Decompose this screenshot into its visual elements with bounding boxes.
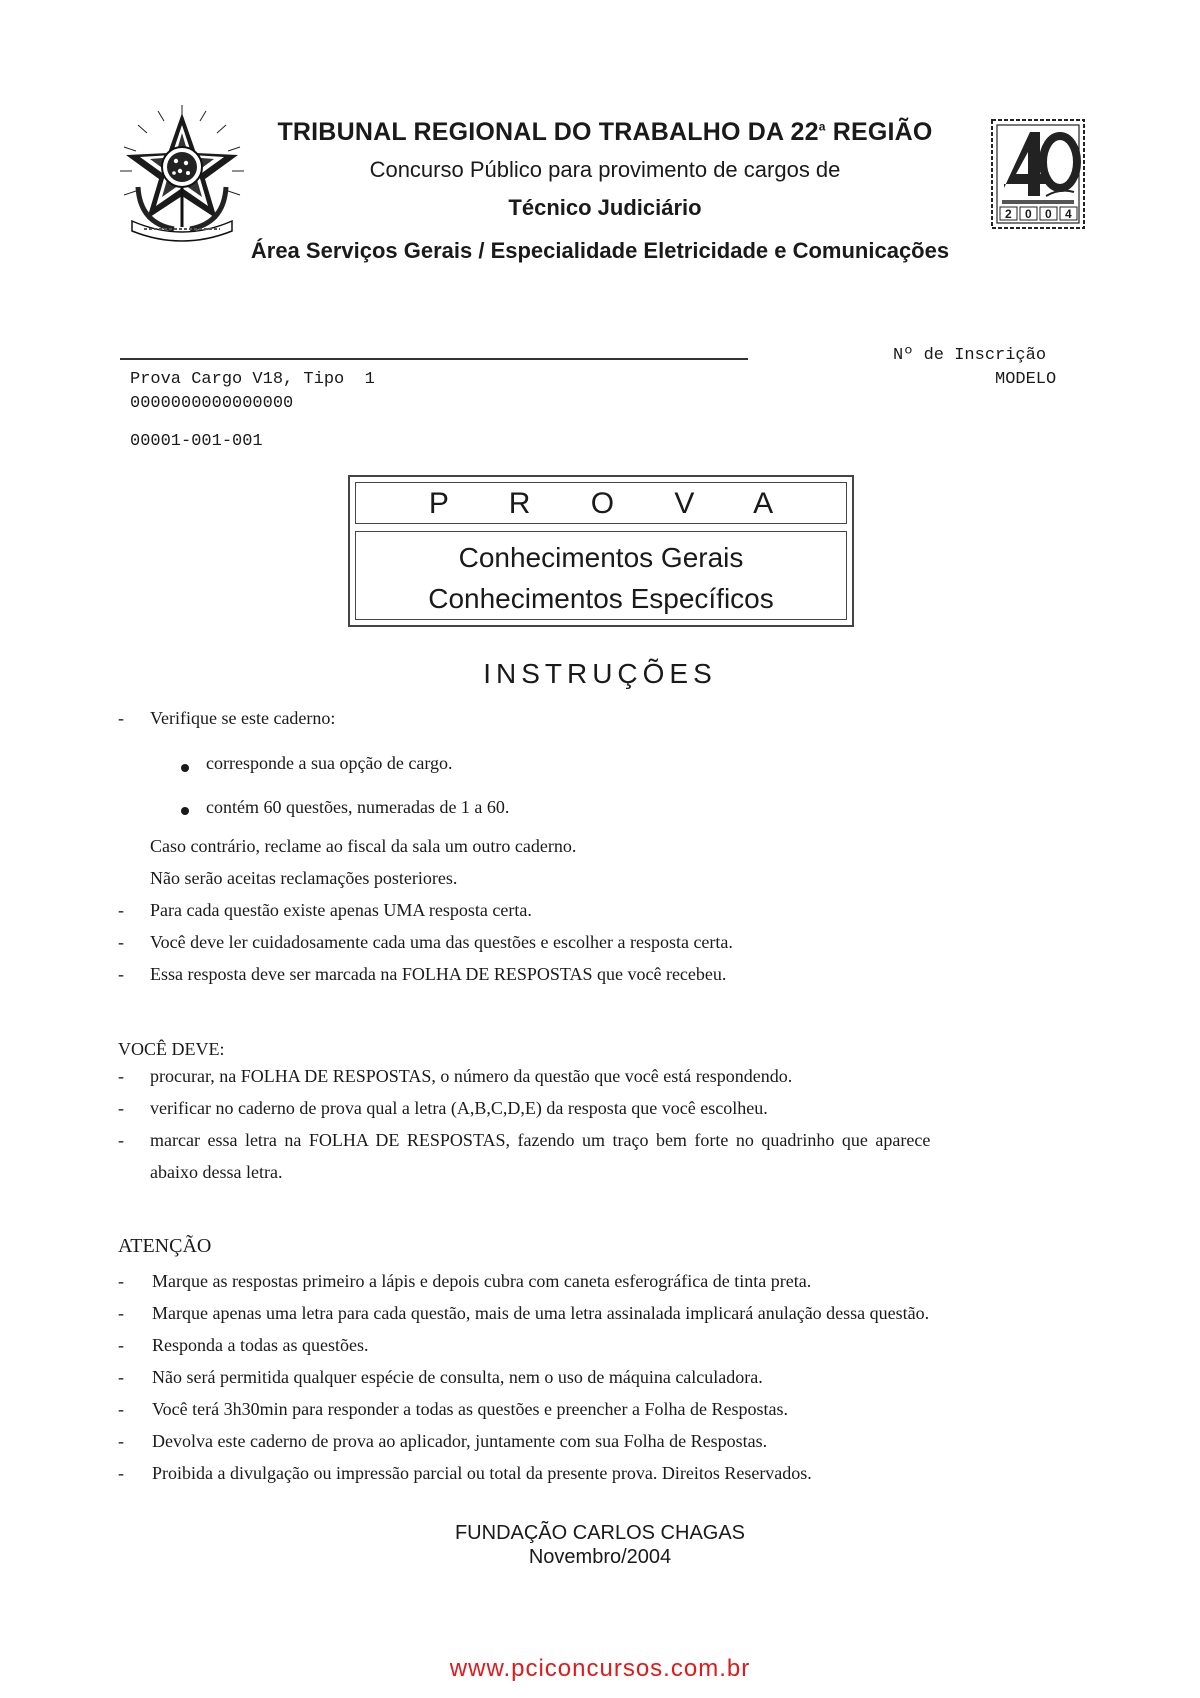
inscricao-label: Nº de Inscrição: [893, 346, 1047, 365]
name-signature-line: [120, 358, 748, 360]
code-line-2: 00001-001-001: [130, 432, 263, 451]
badge-digit: 0: [1045, 207, 1052, 221]
list-item: contém 60 questões, numeradas de 1 a 60.: [206, 797, 510, 817]
list-item: procurar, na FOLHA DE RESPOSTAS, o número da questão que você está respondendo.: [150, 1066, 793, 1086]
list-dash: -: [118, 932, 124, 952]
title-end: REGIÃO: [825, 118, 933, 146]
list-dash: -: [118, 964, 124, 984]
list-item: Não serão aceitas reclamações posteriores.: [150, 868, 458, 888]
exam-date: Novembro/2004: [528, 1546, 672, 1568]
list-dash: -: [118, 900, 124, 920]
list-dash: -: [118, 1303, 124, 1323]
modelo-label: MODELO: [995, 370, 1057, 389]
area-title: Área Serviços Gerais / Especialidade Eletricidade e Comunicações: [250, 238, 950, 263]
list-item: Você terá 3h30min para responder a todas as questões e preencher a Folha de Respostas.: [152, 1399, 788, 1419]
cargo-title: Técnico Judiciário: [508, 195, 702, 220]
list-item: Essa resposta deve ser marcada na FOLHA DE RESPOSTAS que você recebeu.: [150, 964, 727, 984]
tribunal-title: [200, 118, 1010, 147]
list-item: Responda a todas as questões.: [152, 1335, 369, 1355]
list-dash: -: [118, 1367, 124, 1387]
atencao-heading: ATENÇÃO: [118, 1235, 212, 1257]
instrucoes-heading: INSTRUÇÕES: [483, 658, 717, 689]
list-item: Caso contrário, reclame ao fiscal da sala um outro caderno.: [150, 836, 577, 856]
list-dash: -: [118, 1335, 124, 1355]
list-item: Proibida a divulgação ou impressão parcial ou total da presente prova. Direitos Reservados.: [152, 1463, 812, 1483]
list-dash: -: [118, 1130, 124, 1150]
list-item: Marque as respostas primeiro a lápis e depois cubra com caneta esferográfica de tinta preta.: [152, 1271, 812, 1291]
list-dash: -: [118, 1066, 124, 1086]
header: [200, 118, 1010, 221]
bullet-dot-icon: [181, 807, 189, 815]
badge-digit: 4: [1065, 207, 1072, 221]
list-item: Marque apenas uma letra para cada questão, mais de uma letra assinalada implicará anulação dessa questão.: [152, 1303, 930, 1323]
prova-cargo-info: Prova Cargo V18, Tipo 1: [130, 370, 375, 389]
source-url-link[interactable]: www.pciconcursos.com.br: [449, 1655, 751, 1682]
list-item: Verifique se este caderno:: [150, 708, 336, 728]
badge-digit: 2: [1005, 207, 1012, 221]
prova-subjects: [355, 531, 847, 620]
prova-heading: P R O V A: [355, 482, 847, 524]
list-item: Não será permitida qualquer espécie de consulta, nem o uso de máquina calculadora.: [152, 1367, 763, 1387]
subject-conhecimentos-especificos: Conhecimentos Específicos: [428, 583, 774, 614]
list-item: Você deve ler cuidadosamente cada uma das questões e escolher a resposta certa.: [150, 932, 733, 952]
title-main: TRIBUNAL REGIONAL DO TRABALHO DA 22: [277, 118, 819, 146]
list-dash: -: [118, 708, 124, 728]
list-item-continuation: abaixo dessa letra.: [150, 1162, 283, 1182]
list-dash: -: [118, 1271, 124, 1291]
badge-digit: 0: [1025, 207, 1032, 221]
bullet-dot-icon: [181, 764, 189, 772]
code-line-1: 0000000000000000: [130, 394, 294, 413]
list-dash: -: [118, 1431, 124, 1451]
list-dash: -: [118, 1463, 124, 1483]
voce-deve-heading: VOCÊ DEVE:: [118, 1039, 225, 1059]
prova-title-box: [348, 475, 854, 627]
subject-conhecimentos-gerais: Conhecimentos Gerais: [458, 542, 744, 573]
list-dash: -: [118, 1399, 124, 1419]
list-item: Para cada questão existe apenas UMA resposta certa.: [150, 900, 532, 920]
list-item: marcar essa letra na FOLHA DE RESPOSTAS, fazendo um traço bem forte no quadrinho que aparece: [150, 1130, 931, 1150]
list-item: corresponde a sua opção de cargo.: [206, 753, 453, 773]
fundacao-name: FUNDAÇÃO CARLOS CHAGAS: [454, 1522, 746, 1544]
concurso-subtitle: Concurso Público para provimento de cargos de: [369, 157, 841, 182]
title-superscript: a: [818, 119, 826, 134]
list-dash: -: [118, 1098, 124, 1118]
list-item: verificar no caderno de prova qual a letra (A,B,C,D,E) da resposta que você escolheu.: [150, 1098, 768, 1118]
list-item: Devolva este caderno de prova ao aplicador, juntamente com sua Folha de Respostas.: [152, 1431, 768, 1451]
